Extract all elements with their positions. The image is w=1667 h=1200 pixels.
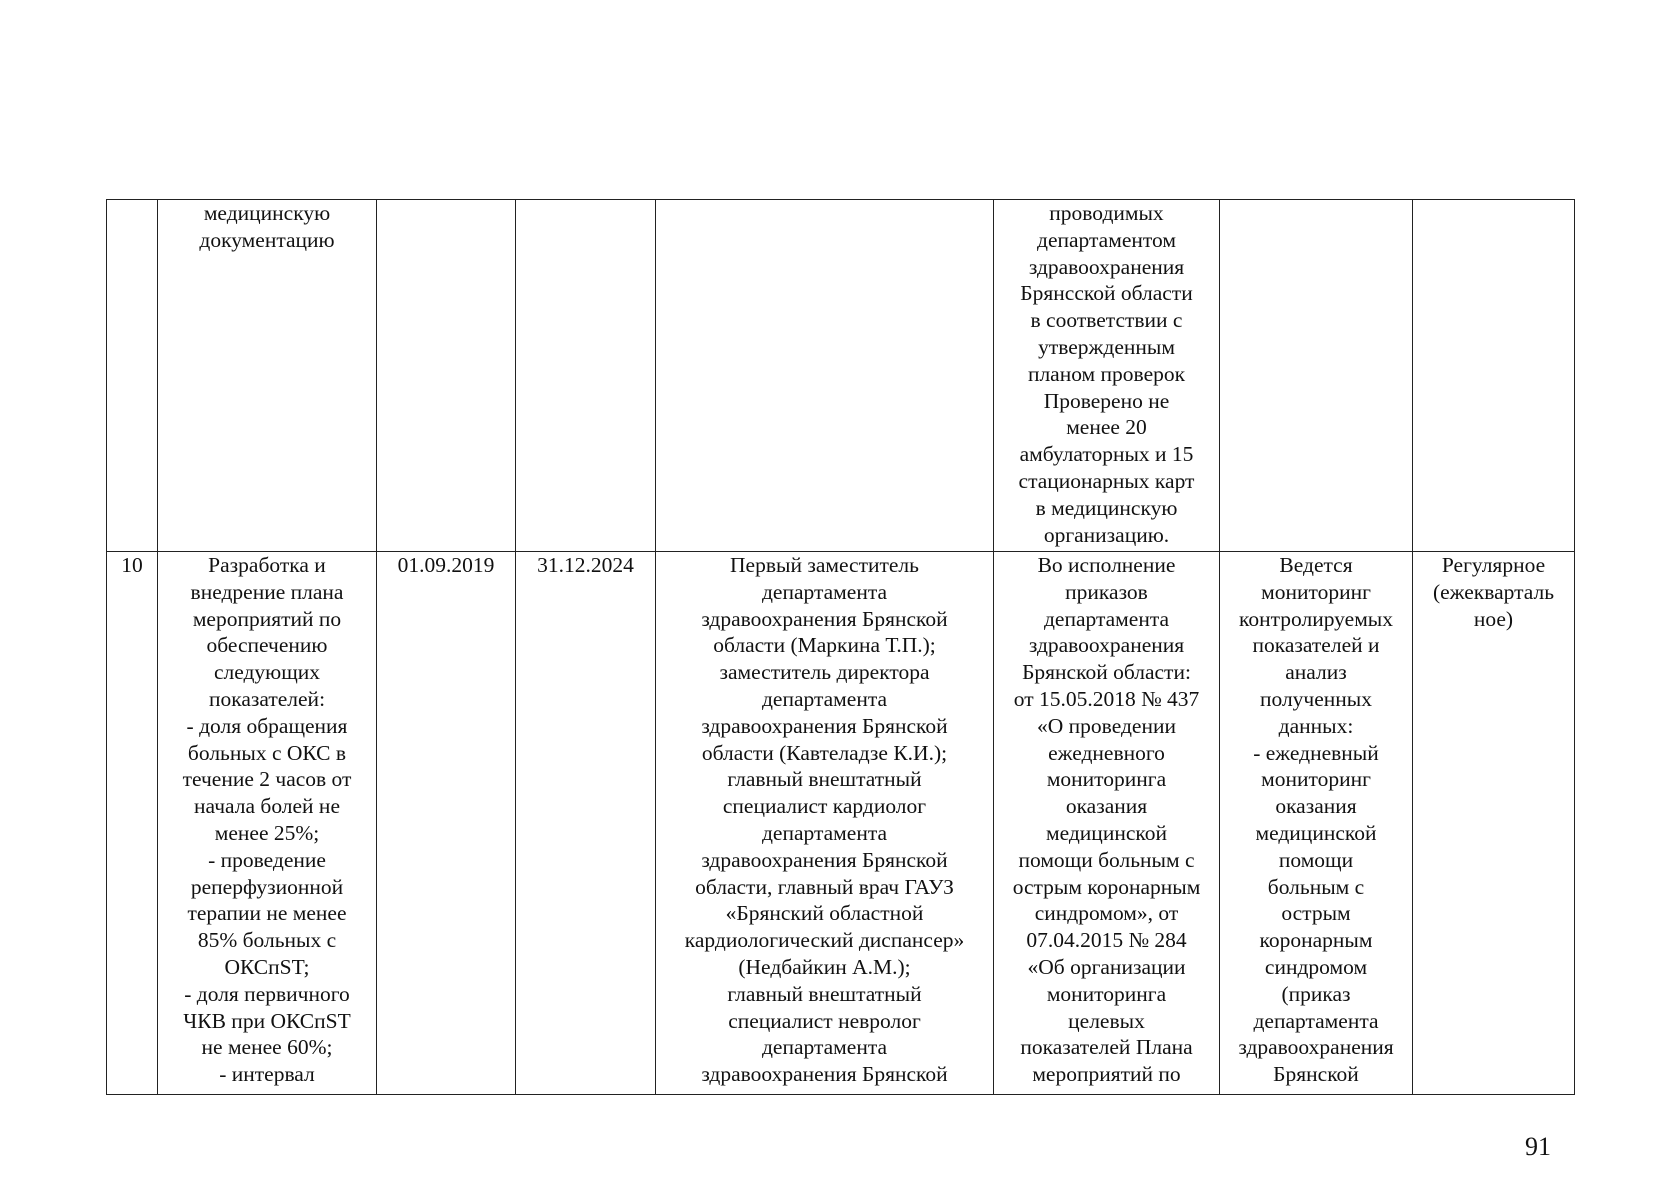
cell-number: [107, 200, 158, 552]
cell-monitoring: [1220, 200, 1413, 552]
cell-end-date: 31.12.2024: [516, 552, 656, 1095]
table-row: [107, 200, 1575, 552]
cell-measure: медицинскую документацию: [158, 200, 377, 552]
cell-start-date: 01.09.2019: [377, 552, 516, 1095]
cell-responsible: Первый заместитель департамента здравоохранения Брянской области (Маркина Т.П.); заместитель директора департамента здравоохранения Брянской области (Кавтеладзе К.И.); главный внештатный специалист кардиолог департамента здравоохранения Брянской области, главный врач ГАУЗ «Брянский областной кардиологический диспансер» (Недбайкин А.М.); главный внештатный специалист невролог департамента здравоохранения Брянской: [656, 552, 994, 1095]
cell-responsible: [656, 200, 994, 552]
cell-end-date: [516, 200, 656, 552]
document-table: [106, 199, 1575, 1095]
cell-start-date: [377, 200, 516, 552]
cell-measure: Разработка и внедрение плана мероприятий по обеспечению следующих показателей: - доля обращения больных с ОКС в течение 2 часов от начала болей не менее 25%; - проведение реперфузионной терапии не менее 85% больных с ОКСпST; - доля первичного ЧКВ при ОКСпST не менее 60%; - интервал: [158, 552, 377, 1095]
page-number: 91: [1525, 1132, 1551, 1161]
cell-result: проводимых департаментом здравоохранения Брянсской области в соответствии с утвержденным планом проверок Проверено не менее 20 амбулаторных и 15 стационарных карт в медицинскую организацию.: [994, 200, 1220, 552]
cell-result: Во исполнение приказов департамента здравоохранения Брянской области: от 15.05.2018 № 437 «О проведении ежедневного мониторинга оказания медицинской помощи больным с острым коронарным синдромом», от 07.04.2015 № 284 «Об организации мониторинга целевых показателей Плана мероприятий по: [994, 552, 1220, 1095]
cell-regularity: Регулярное (ежекварталь ное): [1413, 552, 1575, 1095]
cell-number: 10: [107, 552, 158, 1095]
cell-regularity: [1413, 200, 1575, 552]
cell-monitoring: Ведется мониторинг контролируемых показателей и анализ полученных данных: - ежедневный мониторинг оказания медицинской помощи больным с острым коронарным синдромом (приказ департамента здравоохранения Брянской: [1220, 552, 1413, 1095]
table-row: [107, 552, 1575, 1095]
